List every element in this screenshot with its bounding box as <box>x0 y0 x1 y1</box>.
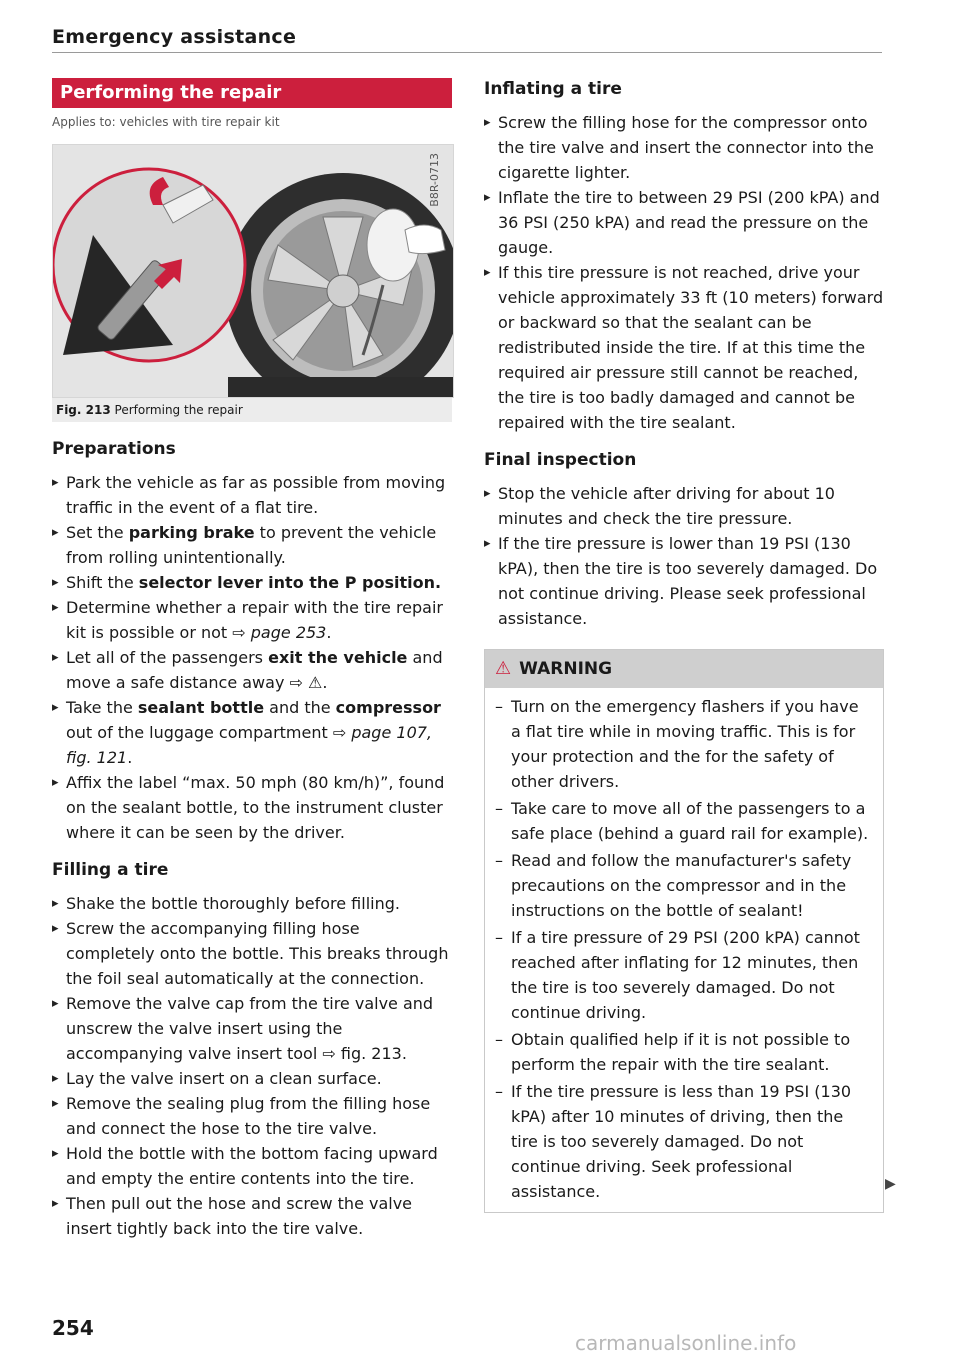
list-item: ▸ Affix the label “max. 50 mph (80 km/h)”, found on the sealant bottle, to the instrument cluster where it can be seen by the driver. <box>52 770 452 845</box>
warning-item: – Turn on the emergency flashers if you have a flat tire while in moving traffic. This is for your protection and the for the safety of other drivers. <box>495 694 873 794</box>
repair-figure <box>52 144 454 398</box>
list-item: ▸ Remove the valve cap from the tire valve and unscrew the valve insert using the accompanying valve insert tool ⇨ fig. 213. <box>52 991 452 1066</box>
continue-arrow-icon: ▶ <box>885 1176 896 1192</box>
section-title: Performing the repair <box>52 78 452 108</box>
warning-item: – If the tire pressure is less than 19 PSI (130 kPA) after 10 minutes of driving, then the tire is too severely damaged. Do not continue driving. Seek professional assistance. <box>495 1079 873 1204</box>
applies-note: Applies to: vehicles with tire repair kit <box>52 115 280 129</box>
list-item: ▸ Lay the valve insert on a clean surface. <box>52 1066 452 1091</box>
warning-title: WARNING <box>519 659 613 679</box>
watermark: carmanualsonline.info <box>575 1331 797 1355</box>
list-item: ▸ Set the parking brake to prevent the vehicle from rolling unintentionally. <box>52 520 452 570</box>
preparations-heading: Preparations <box>52 439 176 459</box>
list-item: ▸ If the tire pressure is lower than 19 PSI (130 kPA), then the tire is too severely damaged. Do not continue driving. Please seek professional assistance. <box>484 531 884 631</box>
warning-item: – Obtain qualified help if it is not possible to perform the repair with the tire sealant. <box>495 1027 873 1077</box>
list-item: ▸ Screw the filling hose for the compressor onto the tire valve and insert the connector into the cigarette lighter. <box>484 110 884 185</box>
list-item: ▸ Shake the bottle thoroughly before filling. <box>52 891 452 916</box>
inflating-heading: Inflating a tire <box>484 79 622 99</box>
list-item: ▸ Take the sealant bottle and the compressor out of the luggage compartment ⇨ page 107, fig. 121. <box>52 695 452 770</box>
warning-item: – Read and follow the manufacturer's safety precautions on the compressor and in the instructions on the bottle of sealant! <box>495 848 873 923</box>
figure-code: B8R-0713 <box>428 153 441 207</box>
inflating-list <box>484 110 884 435</box>
list-item: ▸ Remove the sealing plug from the filling hose and connect the hose to the tire valve. <box>52 1091 452 1141</box>
preparations-list <box>52 470 452 845</box>
final-inspection-heading: Final inspection <box>484 450 637 470</box>
figure-caption-text: Performing the repair <box>114 403 243 417</box>
list-item: ▸ Then pull out the hose and screw the valve insert tightly back into the tire valve. <box>52 1191 452 1241</box>
warning-box <box>484 649 884 1213</box>
warning-item: – Take care to move all of the passengers to a safe place (behind a guard rail for example). <box>495 796 873 846</box>
page-reference-link[interactable]: ⇨ page 253 <box>232 623 327 642</box>
warning-header <box>485 650 883 688</box>
left-column <box>52 78 452 1241</box>
filling-heading: Filling a tire <box>52 860 169 880</box>
filling-list <box>52 891 452 1241</box>
chapter-header: Emergency assistance <box>52 26 297 48</box>
list-item: ▸ Hold the bottle with the bottom facing upward and empty the entire contents into the tire. <box>52 1141 452 1191</box>
warning-triangle-icon: ⚠ <box>495 658 512 679</box>
warning-body <box>485 688 883 1212</box>
list-item: ▸ If this tire pressure is not reached, drive your vehicle approximately 33 ft (10 meters) forward or backward so that the sealant can be redistributed inside the tire. If at this time the required air pressure still cannot be reached, the tire is too badly damaged and cannot be repaired with the tire sealant. <box>484 260 884 435</box>
final-inspection-list <box>484 481 884 631</box>
list-item: ▸ Let all of the passengers exit the vehicle and move a safe distance away ⇨ ⚠. <box>52 645 452 695</box>
list-item: ▸ Screw the accompanying filling hose completely onto the bottle. This breaks through the foil seal automatically at the connection. <box>52 916 452 991</box>
tire-repair-illustration <box>53 145 453 397</box>
list-item: ▸ Stop the vehicle after driving for about 10 minutes and check the tire pressure. <box>484 481 884 531</box>
figure-label: Fig. 213 <box>56 403 111 417</box>
right-column <box>484 78 884 1213</box>
list-item: ▸ Shift the selector lever into the P position. <box>52 570 452 595</box>
page-reference-link[interactable]: ⇨ page 107, fig. 121 <box>66 723 433 767</box>
list-item: ▸ Determine whether a repair with the tire repair kit is possible or not ⇨ page 253. <box>52 595 452 645</box>
list-item: ▸ Park the vehicle as far as possible from moving traffic in the event of a flat tire. <box>52 470 452 520</box>
figure-caption <box>52 398 452 422</box>
warning-item: – If a tire pressure of 29 PSI (200 kPA) cannot reached after inflating for 12 minutes, then the tire is too severely damaged. Do not continue driving. <box>495 925 873 1025</box>
header-rule <box>52 52 882 53</box>
list-item: ▸ Inflate the tire to between 29 PSI (200 kPA) and 36 PSI (250 kPA) and read the pressure on the gauge. <box>484 185 884 260</box>
page-number: 254 <box>52 1316 94 1340</box>
